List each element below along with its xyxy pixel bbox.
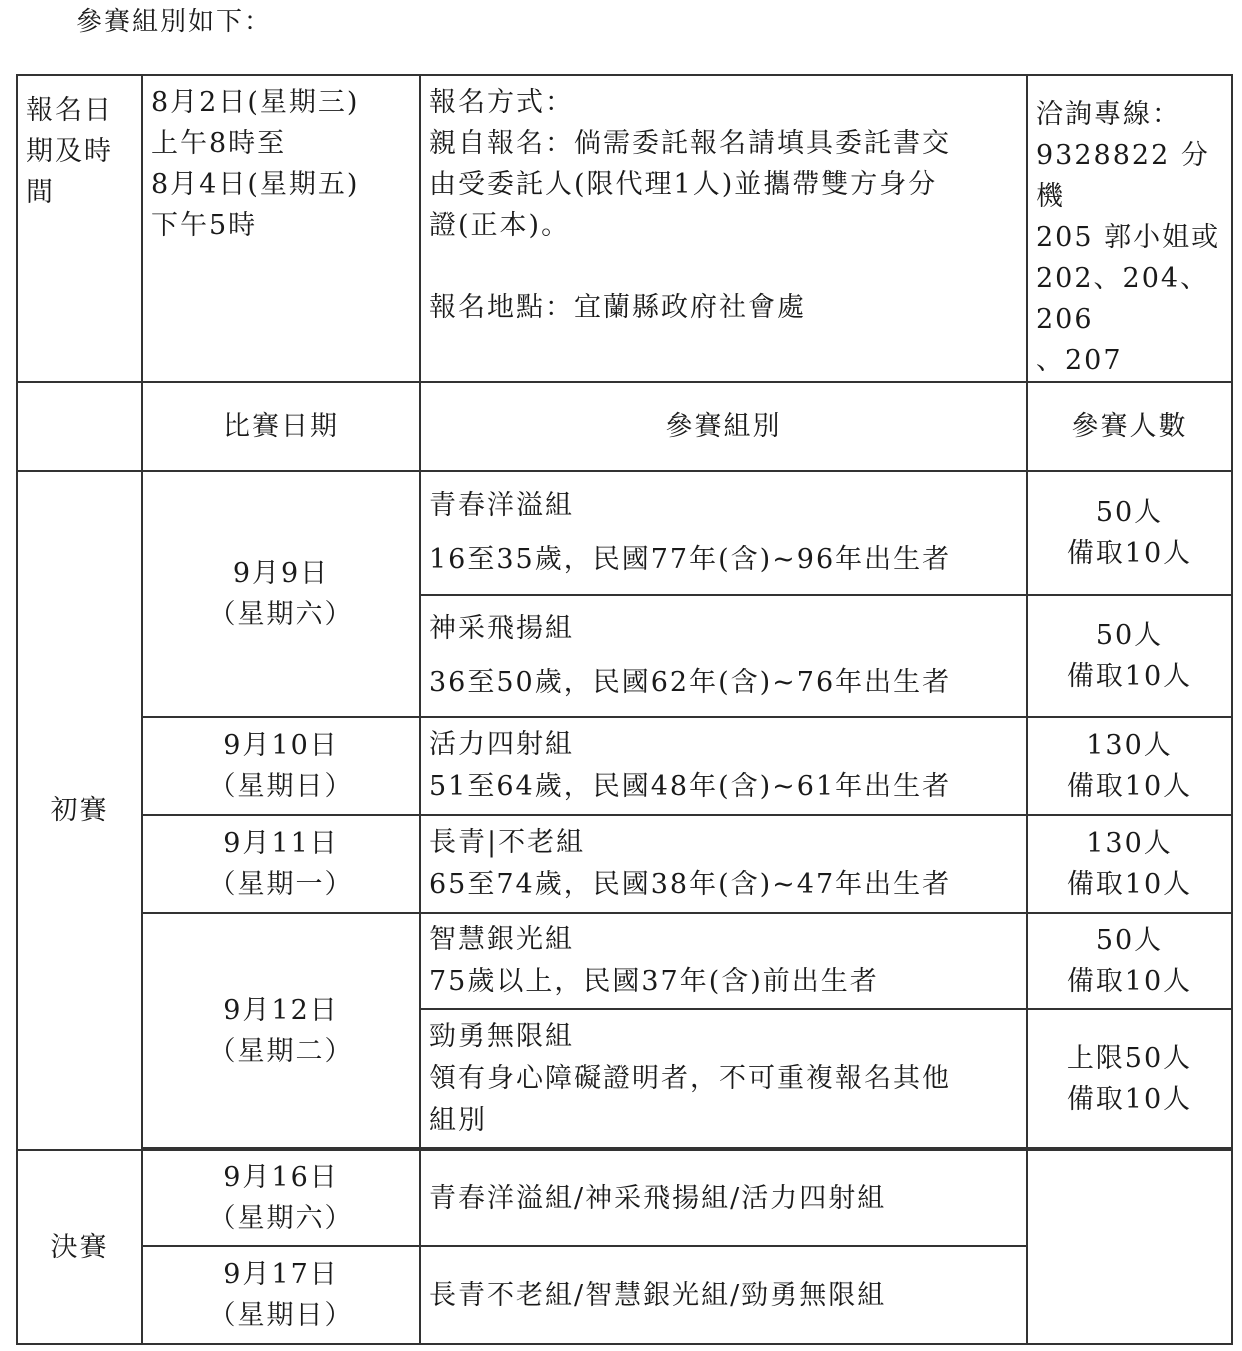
contact-line: 、207 xyxy=(1036,345,1123,376)
group-desc: 75歲以上，民國37年(含)前出生者 xyxy=(429,966,879,997)
match-weekday: （星期六） xyxy=(208,599,354,630)
registration-label-line: 報名日 xyxy=(26,95,113,126)
intro-text: 參賽組別如下： xyxy=(76,7,273,37)
count-cell xyxy=(1027,815,1232,913)
reserve-value: 備取10人 xyxy=(1066,771,1193,802)
count-cell xyxy=(1027,717,1232,815)
date-cell xyxy=(142,1150,420,1246)
contact-line: 9328822 分機 xyxy=(1036,140,1210,212)
count-value: 130人 xyxy=(1086,828,1173,859)
contact-cell xyxy=(1027,75,1232,382)
count-value: 50人 xyxy=(1095,925,1164,956)
count-cell xyxy=(1027,913,1232,1009)
match-date: 9月12日 xyxy=(223,994,339,1026)
group-desc: 組別 xyxy=(429,1104,487,1136)
table-row xyxy=(17,471,1232,595)
group-desc: 65至74歲，民國38年(含)~47年出生者 xyxy=(429,869,952,900)
date-cell xyxy=(142,913,420,1148)
header-count: 參賽人數 xyxy=(1027,382,1232,471)
group-name: 勁勇無限組 xyxy=(429,1020,574,1052)
group-cell xyxy=(420,717,1027,815)
match-date: 9月11日 xyxy=(223,828,339,859)
registration-time-line: 8月2日(星期三) xyxy=(151,87,360,118)
registration-time-line: 下午5時 xyxy=(151,210,258,241)
match-weekday: （星期日） xyxy=(208,1300,354,1331)
registration-method-cell xyxy=(420,75,1027,382)
group-desc: 51至64歲，民國48年(含)~61年出生者 xyxy=(429,771,952,802)
method-line: 由受委託人(限代理1人)並攜帶雙方身分 xyxy=(429,169,938,200)
table-row xyxy=(17,815,1232,913)
method-line: 親自報名：倘需委託報名請填具委託書交 xyxy=(429,128,951,159)
group-name: 長青|不老組 xyxy=(429,827,586,858)
date-cell xyxy=(142,815,420,913)
stage-prelim: 初賽 xyxy=(17,471,142,1150)
group-name: 活力四射組 xyxy=(429,729,574,760)
group-name: 青春洋溢組 xyxy=(429,490,574,521)
group-name: 神采飛揚組 xyxy=(429,613,574,644)
group-cell xyxy=(420,595,1027,717)
group-cell xyxy=(420,913,1027,1009)
match-date: 9月10日 xyxy=(223,730,339,761)
table-row xyxy=(17,1150,1232,1246)
header-row xyxy=(17,382,1232,471)
group-desc: 36至50歲，民國62年(含)~76年出生者 xyxy=(429,667,952,698)
method-title: 報名方式： xyxy=(429,87,574,118)
group-name: 智慧銀光組 xyxy=(429,924,574,955)
final-count-cell xyxy=(1027,1150,1232,1344)
reserve-value: 備取10人 xyxy=(1066,966,1193,997)
registration-label-line: 期及時 xyxy=(26,136,113,167)
table-row xyxy=(17,913,1232,1009)
contact-line: 205 郭小姐或 xyxy=(1036,222,1221,253)
group-desc: 領有身心障礙證明者，不可重複報名其他 xyxy=(429,1062,951,1094)
count-value: 50人 xyxy=(1095,497,1164,528)
registration-time-line: 8月4日(星期五) xyxy=(151,169,360,200)
count-value: 50人 xyxy=(1095,620,1164,651)
match-weekday: （星期六） xyxy=(208,1203,354,1234)
match-date: 9月17日 xyxy=(223,1259,339,1290)
registration-label-line: 間 xyxy=(26,177,55,208)
contact-line: 202、204、206 xyxy=(1036,263,1210,335)
group-cell xyxy=(420,815,1027,913)
match-weekday: （星期一） xyxy=(208,869,354,900)
registration-row xyxy=(17,75,1232,382)
registration-time-cell xyxy=(142,75,420,382)
reserve-value: 備取10人 xyxy=(1066,869,1193,900)
group-desc: 16至35歲，民國77年(含)~96年出生者 xyxy=(429,544,952,575)
header-blank xyxy=(17,382,142,471)
header-date: 比賽日期 xyxy=(142,382,420,471)
date-cell xyxy=(142,717,420,815)
reserve-value: 備取10人 xyxy=(1066,538,1193,569)
match-weekday: （星期日） xyxy=(208,771,354,802)
reserve-value: 備取10人 xyxy=(1066,1083,1193,1115)
header-group: 參賽組別 xyxy=(420,382,1027,471)
count-cell xyxy=(1027,471,1232,595)
group-cell xyxy=(420,471,1027,595)
final-groups-cell: 長青不老組/智慧銀光組/勁勇無限組 xyxy=(420,1246,1027,1344)
table-row xyxy=(17,717,1232,815)
date-cell xyxy=(142,471,420,717)
group-cell xyxy=(420,1009,1027,1148)
date-cell xyxy=(142,1246,420,1344)
match-date: 9月9日 xyxy=(232,558,330,589)
final-groups-cell: 青春洋溢組/神采飛揚組/活力四射組 xyxy=(420,1150,1027,1246)
match-date: 9月16日 xyxy=(223,1162,339,1193)
match-weekday: （星期二） xyxy=(208,1035,354,1067)
count-cell xyxy=(1027,1009,1232,1148)
stage-final: 決賽 xyxy=(17,1150,142,1344)
reserve-value: 備取10人 xyxy=(1066,661,1193,692)
registration-label-cell xyxy=(17,75,142,382)
contact-line: 洽詢專線： xyxy=(1036,99,1181,130)
registration-location: 報名地點：宜蘭縣政府社會處 xyxy=(429,292,806,323)
count-value: 上限50人 xyxy=(1066,1042,1193,1074)
count-cell xyxy=(1027,595,1232,717)
count-value: 130人 xyxy=(1086,730,1173,761)
registration-time-line: 上午8時至 xyxy=(151,128,287,159)
method-line: 證(正本)。 xyxy=(429,210,571,241)
competition-table xyxy=(16,74,1233,1345)
